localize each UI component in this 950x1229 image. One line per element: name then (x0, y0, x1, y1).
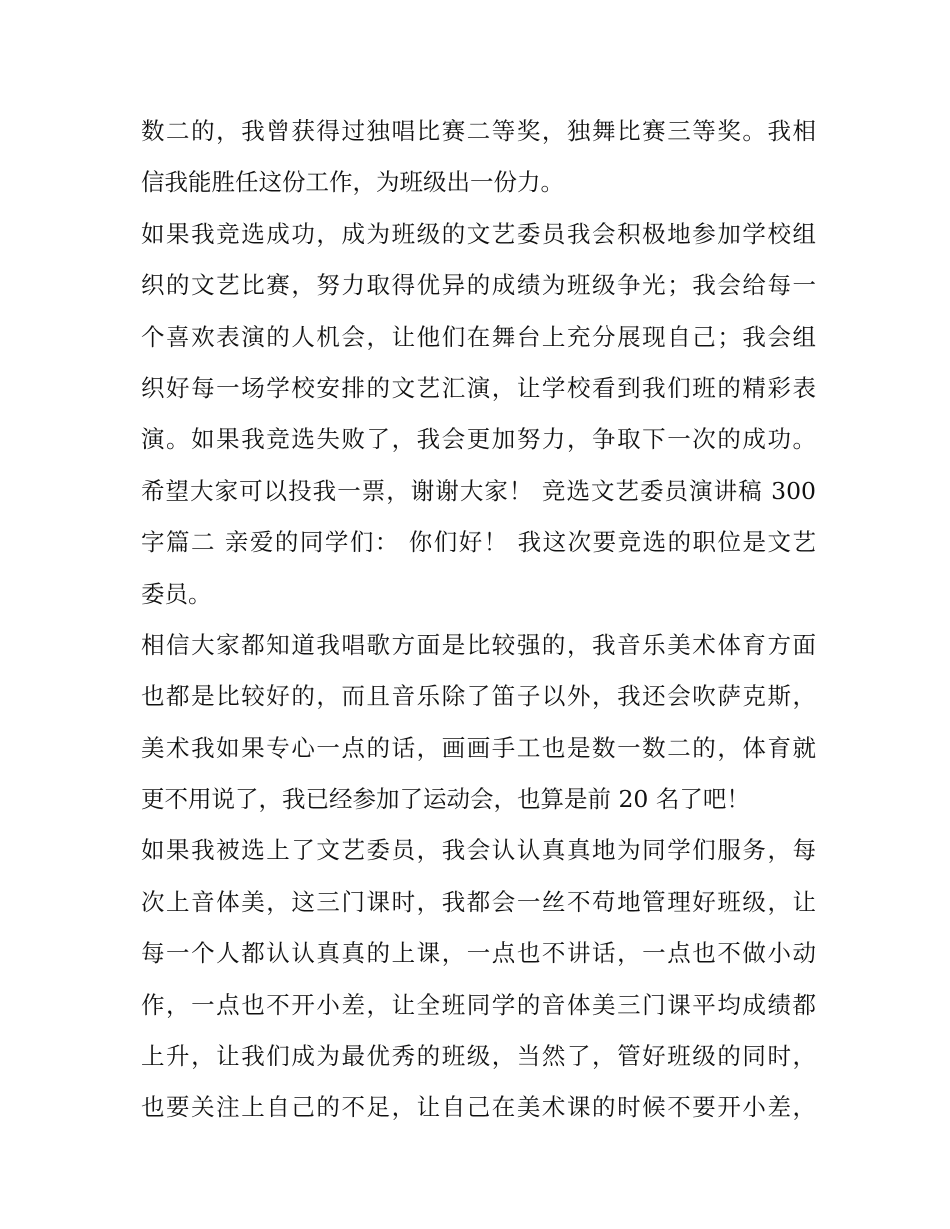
text-line: 织的文艺比赛，努力取得优异的成绩为班级争光；我会给每一 (141, 271, 816, 300)
text-line: 作，一点也不开小差，让全班同学的音体美三门课平均成绩都 (141, 990, 816, 1019)
text-line: 也都是比较好的，而且音乐除了笛子以外，我还会吹萨克斯， (141, 682, 816, 711)
text-line: 如果我竞选成功，成为班级的文艺委员我会积极地参加学校组 (141, 219, 816, 248)
text-line: 数二的，我曾获得过独唱比赛二等奖，独舞比赛三等奖。我相 (141, 117, 816, 145)
text-line: 如果我被选上了文艺委员，我会认认真真地为同学们服务，每 (141, 836, 816, 865)
text-line: 信我能胜任这份工作，为班级出一份力。 (141, 168, 564, 197)
text-line: 织好每一场学校安排的文艺汇演，让学校看到我们班的精彩表 (141, 373, 816, 402)
text-line: 每一个人都认认真真的上课，一点也不讲话，一点也不做小动 (141, 939, 816, 968)
document-body (141, 106, 816, 1134)
text-line: 更不用说了，我已经参加了运动会，也算是前 20 名了吧！ (141, 785, 750, 814)
text-line: 字篇二 亲爱的同学们： 你们好！ 我这次要竞选的职位是文艺 (141, 528, 816, 557)
text-line: 个喜欢表演的人机会，让他们在舞台上充分展现自己；我会组 (141, 322, 816, 351)
text-line: 演。如果我竞选失败了，我会更加努力，争取下一次的成功。 (141, 425, 816, 454)
text-line: 次上音体美，这三门课时，我都会一丝不苟地管理好班级，让 (141, 887, 816, 916)
text-line: 希望大家可以投我一票，谢谢大家！ 竞选文艺委员演讲稿 300 (141, 476, 816, 505)
text-line: 相信大家都知道我唱歌方面是比较强的，我音乐美术体育方面 (141, 630, 816, 659)
text-line: 上升，让我们成为最优秀的班级，当然了，管好班级的同时， (141, 1042, 816, 1071)
text-line: 也要关注上自己的不足，让自己在美术课的时候不要开小差， (141, 1093, 816, 1122)
text-line: 美术我如果专心一点的话，画画手工也是数一数二的，体育就 (141, 733, 816, 762)
text-line: 委员。 (141, 579, 212, 608)
